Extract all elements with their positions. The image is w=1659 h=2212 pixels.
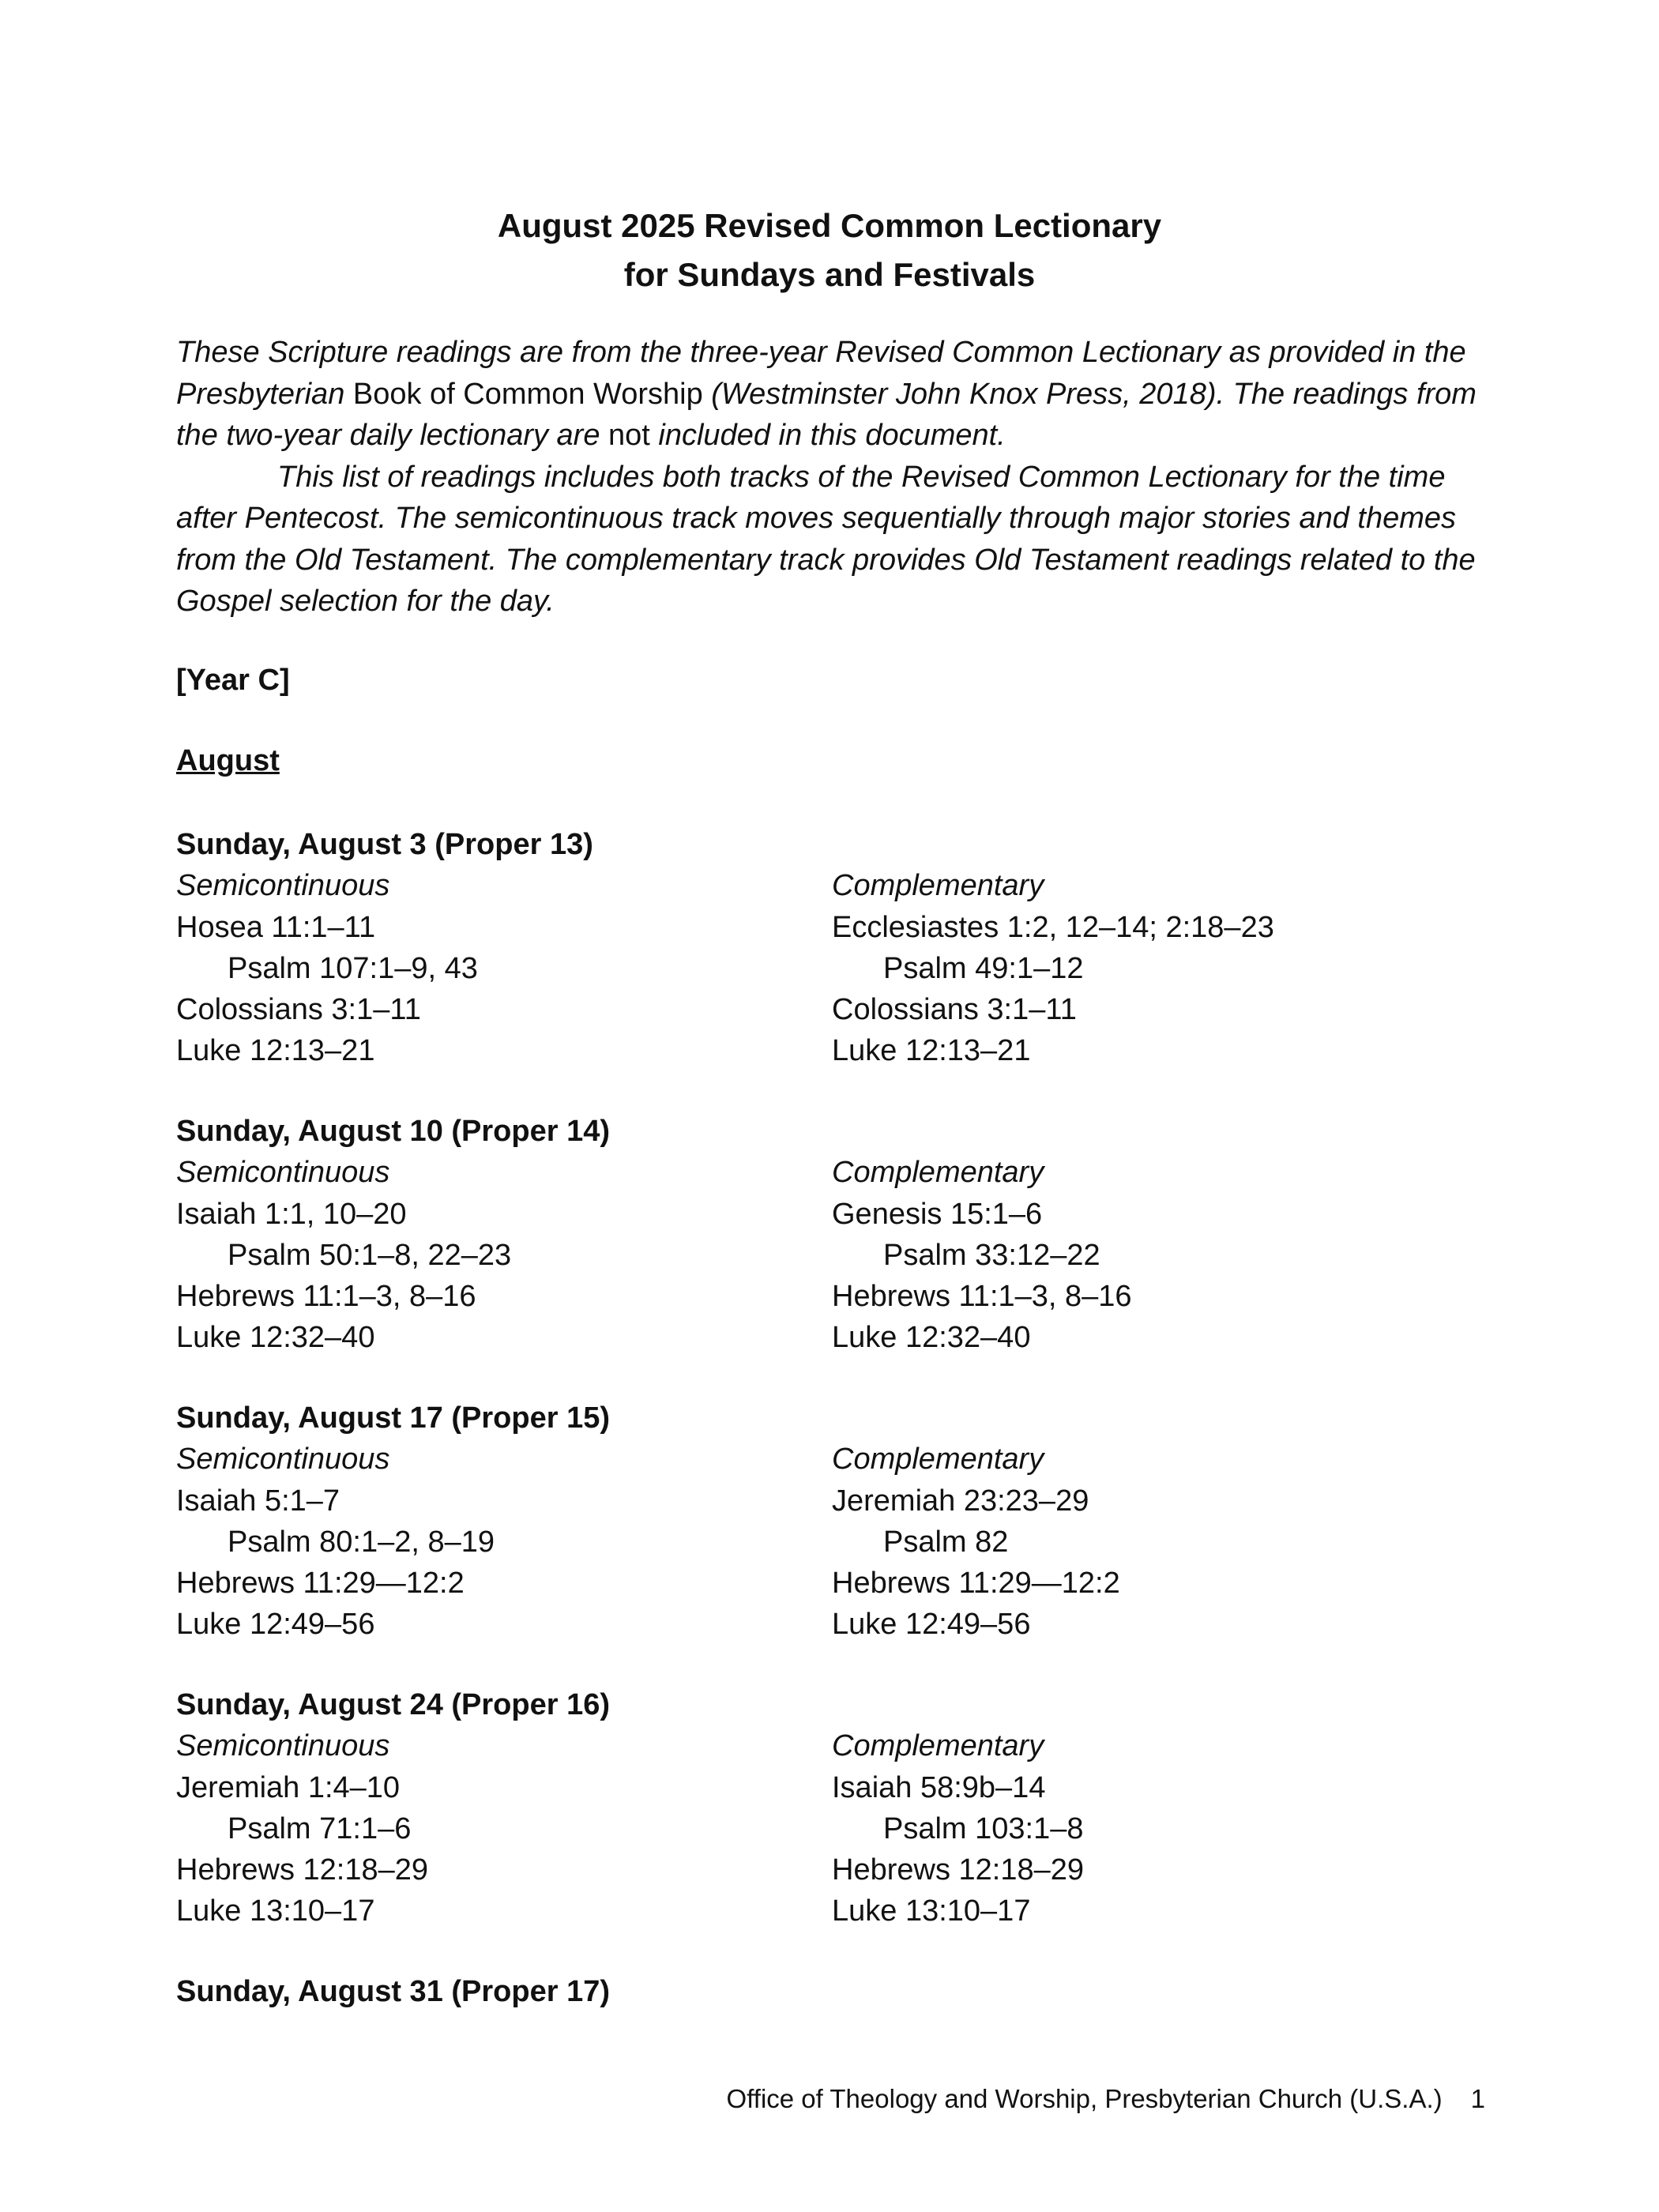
semicontinuous-column xyxy=(176,865,808,1071)
intro-paragraph-2: This list of readings includes both tracks of the Revised Common Lectionary for the time after Pentecost. The semicontinuous track moves sequentially through major stories and themes from the Old Testament. The complementary track provides Old Testament readings related to the Gospel selection for the day. xyxy=(176,460,1476,618)
reading-gospel: Luke 12:13–21 xyxy=(832,1034,1031,1068)
intro-p1-part-a: These Scripture readings are from the three-year Revised Common Lectionary as provided in the Presbyterian xyxy=(176,336,1466,411)
sunday-heading: Sunday, August 10 (Proper 14) xyxy=(176,1115,610,1148)
reading-gospel: Luke 12:32–40 xyxy=(832,1321,1031,1355)
reading-epistle: Colossians 3:1–11 xyxy=(832,993,1077,1027)
semicontinuous-column xyxy=(176,1152,808,1358)
reading-columns xyxy=(176,1152,1519,1359)
semicontinuous-column xyxy=(176,1439,808,1645)
track-label: Complementary xyxy=(832,1729,1044,1763)
track-label: Semicontinuous xyxy=(176,1156,390,1190)
intro-text xyxy=(176,332,1495,623)
reading-gospel: Luke 12:49–56 xyxy=(832,1608,1031,1642)
track-label: Complementary xyxy=(832,1156,1044,1190)
sunday-block xyxy=(176,1971,1519,2012)
intro-emphasis-not: not xyxy=(608,419,650,452)
title-line-2: for Sundays and Festivals xyxy=(623,256,1036,293)
reading-first: Ecclesiastes 1:2, 12–14; 2:18–23 xyxy=(832,910,1274,944)
reading-gospel: Luke 12:32–40 xyxy=(176,1321,375,1355)
document-title xyxy=(0,201,1659,299)
reading-first: Jeremiah 1:4–10 xyxy=(176,1770,401,1804)
reading-epistle: Hebrews 12:18–29 xyxy=(832,1853,1084,1887)
reading-epistle: Hebrews 12:18–29 xyxy=(176,1853,428,1887)
reading-first: Isaiah 1:1, 10–20 xyxy=(176,1197,407,1231)
reading-gospel: Luke 12:49–56 xyxy=(176,1608,375,1642)
reading-psalm: Psalm 80:1–2, 8–19 xyxy=(228,1525,495,1559)
title-line-1: August 2025 Revised Common Lectionary xyxy=(497,207,1162,244)
reading-psalm: Psalm 82 xyxy=(883,1525,1009,1559)
reading-columns xyxy=(176,1439,1519,1646)
reading-epistle: Hebrews 11:1–3, 8–16 xyxy=(176,1280,476,1314)
reading-first: Isaiah 58:9b–14 xyxy=(832,1770,1046,1804)
reading-psalm: Psalm 103:1–8 xyxy=(883,1811,1084,1845)
page-footer xyxy=(0,2082,1485,2116)
sunday-block xyxy=(176,824,1519,1072)
reading-psalm: Psalm 71:1–6 xyxy=(228,1811,412,1845)
reading-gospel: Luke 13:10–17 xyxy=(832,1894,1031,1928)
book-title: Book of Common Worship xyxy=(352,377,703,411)
reading-first: Isaiah 5:1–7 xyxy=(176,1484,340,1518)
reading-psalm: Psalm 49:1–12 xyxy=(883,951,1084,985)
reading-epistle: Hebrews 11:29—12:2 xyxy=(176,1567,465,1601)
footer-text: Office of Theology and Worship, Presbyterian Church (U.S.A.) xyxy=(726,2084,1443,2113)
reading-first: Hosea 11:1–11 xyxy=(176,910,376,944)
year-label: [Year C] xyxy=(176,664,290,697)
sunday-block xyxy=(176,1684,1519,1932)
reading-gospel: Luke 13:10–17 xyxy=(176,1894,375,1928)
reading-first: Jeremiah 23:23–29 xyxy=(832,1484,1089,1518)
reading-psalm: Psalm 107:1–9, 43 xyxy=(228,951,478,985)
reading-epistle: Hebrews 11:29—12:2 xyxy=(832,1567,1120,1601)
sunday-heading: Sunday, August 31 (Proper 17) xyxy=(176,1975,610,2008)
intro-p1-part-c: (Westminster John Knox Press, 2018). The readings from the two-year daily lectionary are xyxy=(176,377,1477,452)
reading-gospel: Luke 12:13–21 xyxy=(176,1034,375,1068)
reading-first: Genesis 15:1–6 xyxy=(832,1197,1043,1231)
sunday-block xyxy=(176,1398,1519,1646)
page-number: 1 xyxy=(1470,2084,1485,2113)
reading-epistle: Hebrews 11:1–3, 8–16 xyxy=(832,1280,1132,1314)
semicontinuous-column xyxy=(176,1725,808,1932)
intro-p1-part-e: included in this document. xyxy=(649,419,1006,452)
reading-columns xyxy=(176,1725,1519,1932)
reading-psalm: Psalm 33:12–22 xyxy=(883,1238,1100,1272)
sunday-heading: Sunday, August 3 (Proper 13) xyxy=(176,828,593,861)
track-label: Complementary xyxy=(832,869,1044,903)
sunday-heading: Sunday, August 24 (Proper 16) xyxy=(176,1688,610,1721)
reading-columns xyxy=(176,865,1519,1072)
complementary-column xyxy=(832,865,1464,1071)
track-label: Semicontinuous xyxy=(176,869,390,903)
reading-epistle: Colossians 3:1–11 xyxy=(176,993,421,1027)
complementary-column xyxy=(832,1439,1464,1645)
month-label: August xyxy=(176,744,280,777)
complementary-column xyxy=(832,1152,1464,1358)
intro-paragraph-1 xyxy=(176,332,1495,457)
track-label: Complementary xyxy=(832,1443,1044,1477)
sunday-heading: Sunday, August 17 (Proper 15) xyxy=(176,1401,610,1435)
track-label: Semicontinuous xyxy=(176,1443,390,1477)
sunday-block xyxy=(176,1111,1519,1359)
reading-psalm: Psalm 50:1–8, 22–23 xyxy=(228,1238,512,1272)
complementary-column xyxy=(832,1725,1464,1932)
track-label: Semicontinuous xyxy=(176,1729,390,1763)
